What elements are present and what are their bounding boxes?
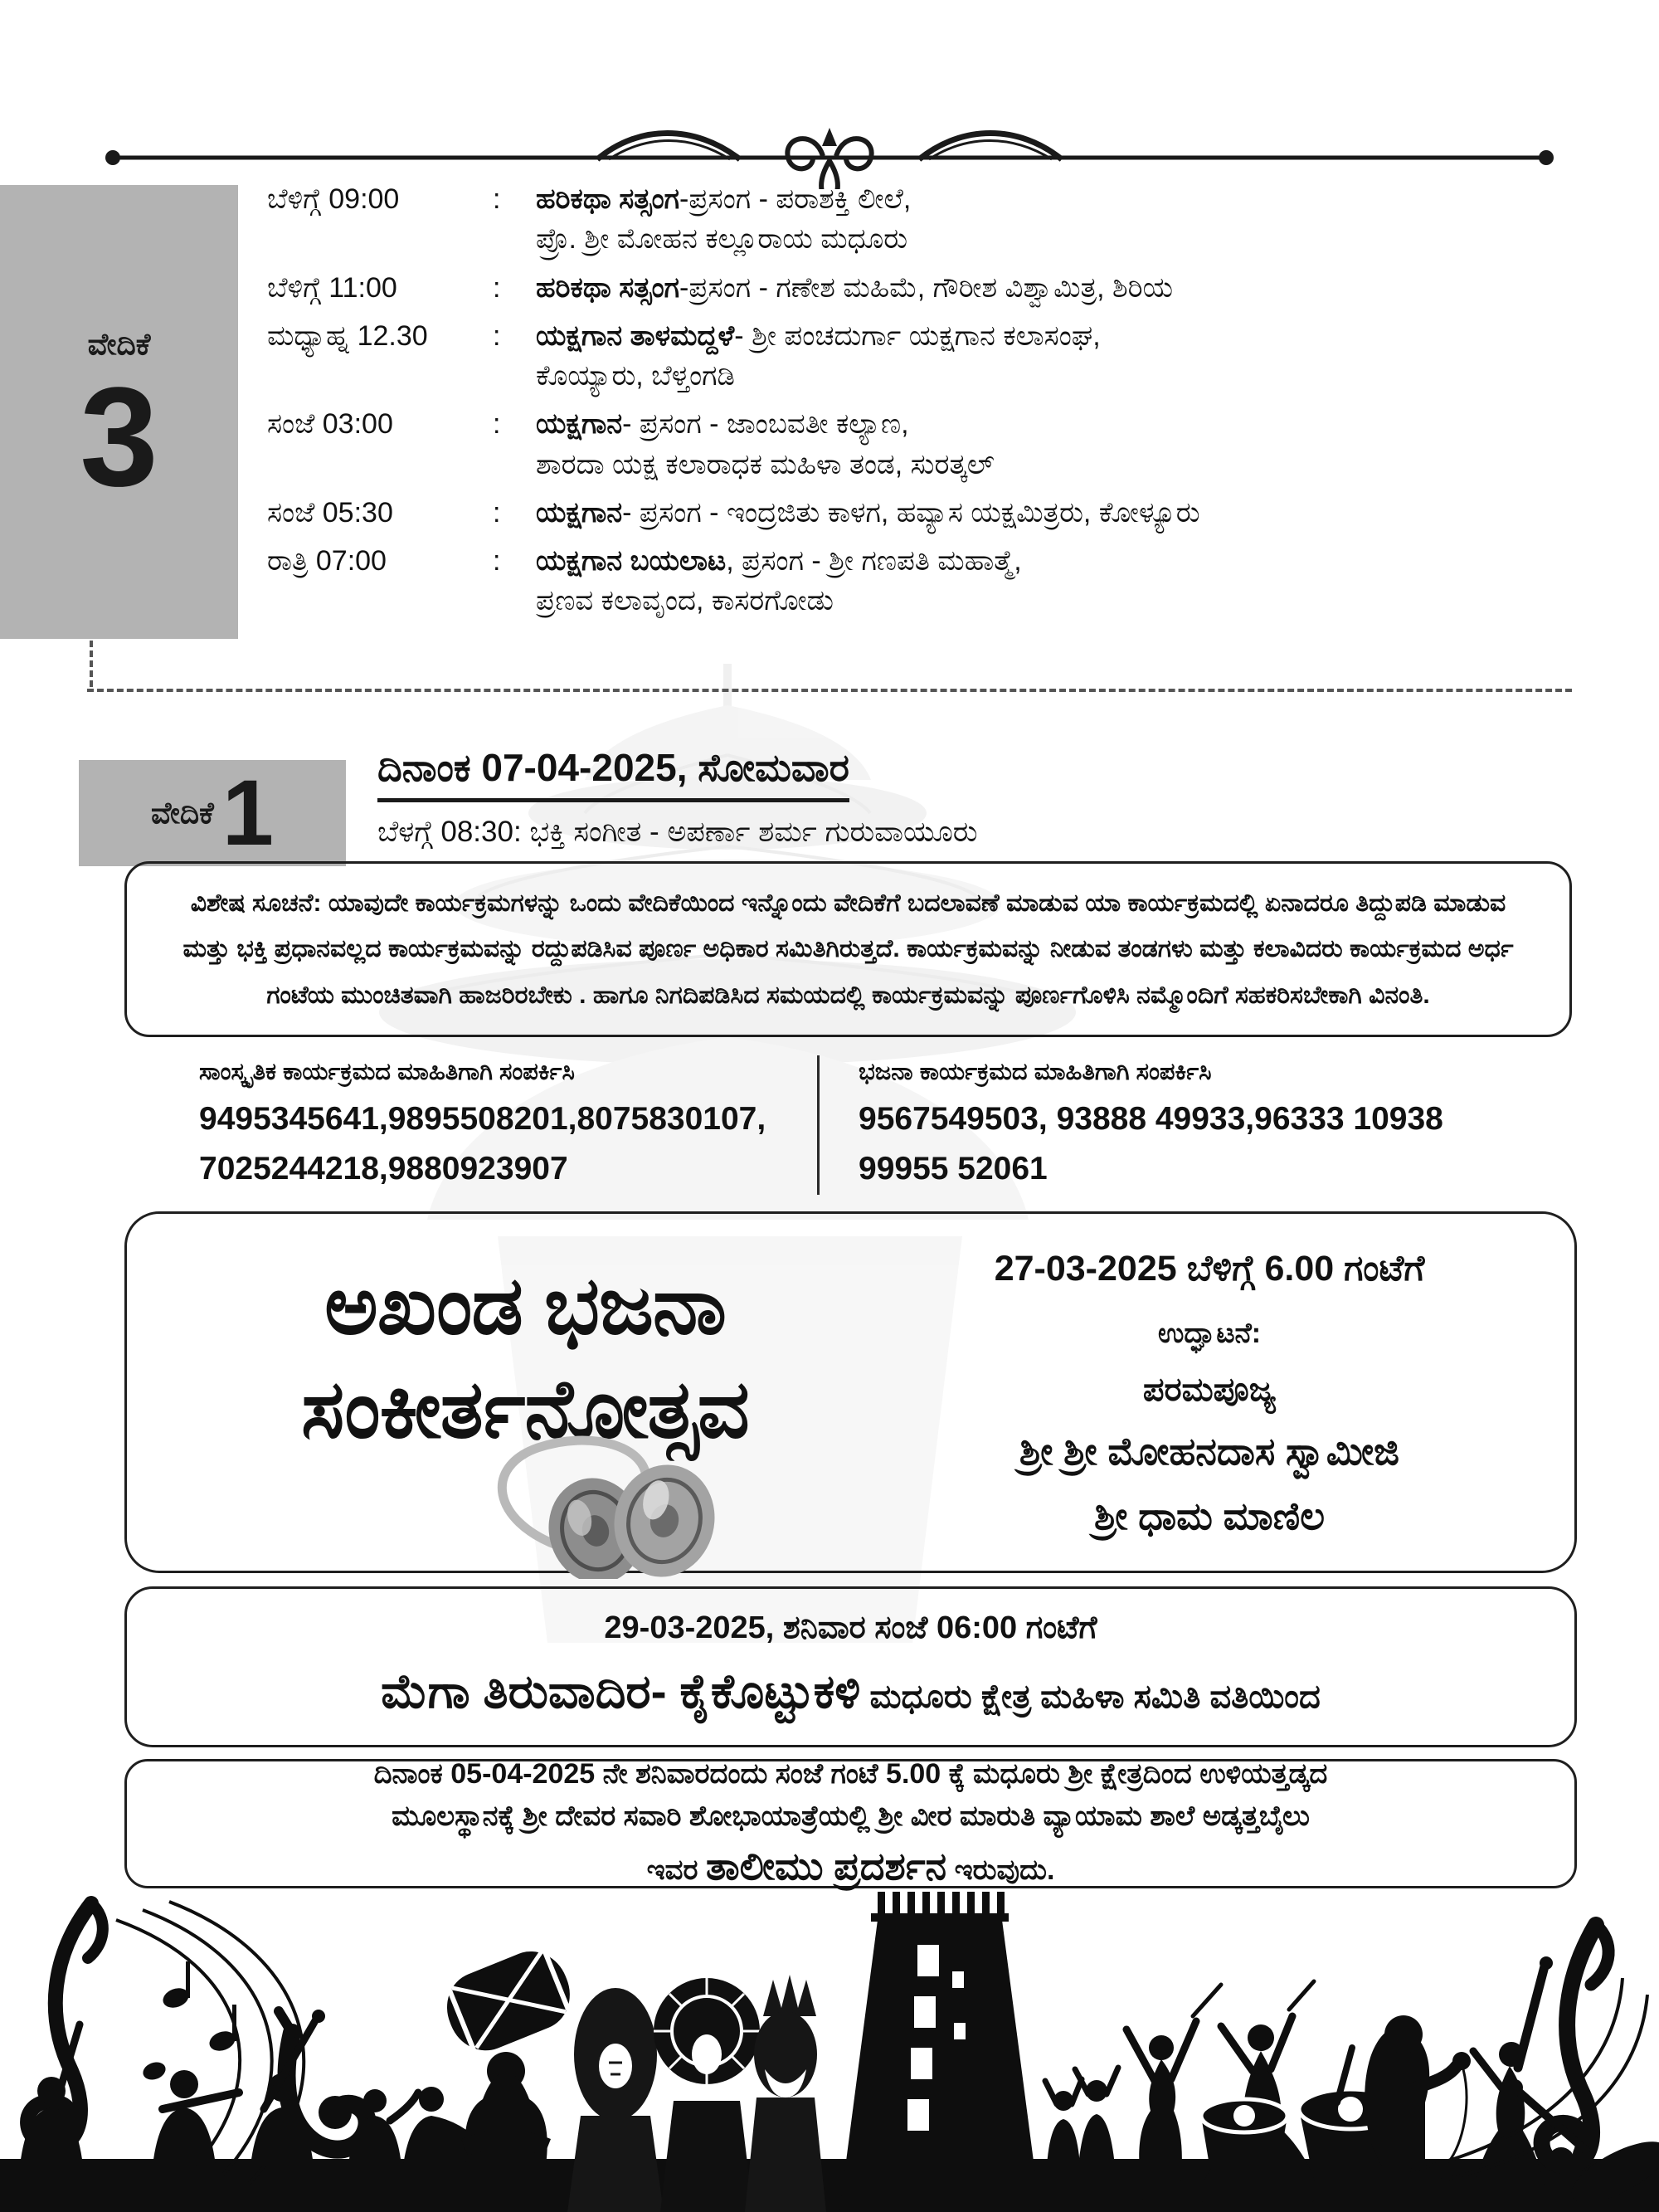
taleemu-line1: ದಿನಾಂಕ 05-04-2025 ನೇ ಶನಿವಾರದಂದು ಸಂಜೆ ಗಂಟೆ 5.00 ಕ್ಕೆ ಮಧೂರು ಶ್ರೀ ಕ್ಷೇತ್ರದಿಂದ ಉಳಿಯತ್ತಡ್ಕದ [373, 1757, 1328, 1790]
event-time: ರಾತ್ರಿ 07:00 [267, 545, 387, 577]
taleemu-highlight: ತಾಲೀಮು ಪ್ರದರ್ಶನ [705, 1844, 947, 1888]
schedule-row [267, 493, 1569, 533]
event-time: ಸಂಜೆ 05:30 [267, 496, 393, 529]
event-desc: ಹರಿಕಥಾ ಸತ್ಸಂಗ-ಪ್ರಸಂಗ - ಗಣೇಶ ಮಹಿಮೆ, ಗೌರೀಶ ವಿಶ್ವಾಮಿತ್ರ, ಶಿರಿಯ [536, 271, 1174, 304]
mega-title: ಮೆಗಾ ತಿರುವಾದಿರ- ಕೈಕೊಟ್ಟುಕಳಿ [381, 1665, 861, 1718]
mega-datetime: 29-03-2025, ಶನಿವಾರ ಸಂಜೆ 06:00 ಗಂಟೆಗೆ [604, 1610, 1097, 1645]
event-desc: ಯಕ್ಷಗಾನ ಬಯಲಾಟ, ಪ್ರಸಂಗ - ಶ್ರೀ ಗಣಪತಿ ಮಹಾತ್ಮೆ, ಪ್ರಣವ ಕಲಾವೃಂದ, ಕಾಸರಗೋಡು [536, 545, 1022, 617]
bhajana-contact-label: ಭಜನಾ ಕಾರ್ಯಕ್ರಮದ ಮಾಹಿತಿಗಾಗಿ ಸಂಪರ್ಕಿಸಿ [859, 1059, 1212, 1085]
bottom-art [0, 1892, 1659, 2212]
skirt-dancer-silhouette [1200, 1981, 1317, 2202]
dashed-divider [87, 689, 1572, 692]
taleemu-box [124, 1759, 1577, 1888]
kathakali-silhouette [567, 1975, 826, 2212]
bhajana-contact-numbers: 9567549503, 93888 49933,96333 10938 [859, 1101, 1443, 1137]
event-time: ಸಂಜೆ 03:00 [267, 408, 393, 441]
stage-1-tag [79, 760, 346, 866]
cymbals-icon [459, 1421, 791, 1579]
taleemu-line2: ಮೂಲಸ್ಥಾನಕ್ಕೆ ಶ್ರೀ ದೇವರ ಸವಾರಿ ಶೋಭಾಯಾತ್ರೆಯಲ್ಲಿ ಶ್ರೀ ವೀರ ಮಾರುತಿ ವ್ಯಾಯಾಮ ಶಾಲೆ ಅಡ್ಕತ್ತಬೈಲು [392, 1800, 1310, 1832]
stage-3-number: 3 [80, 358, 158, 516]
schedule-row [267, 541, 1569, 621]
event-time: ಬೆಳಿಗ್ಗೆ 09:00 [267, 183, 400, 215]
event-time: ಮಧ್ಯಾಹ್ನ 12.30 [267, 319, 428, 352]
mega-title-line [127, 1664, 1574, 1720]
honorific: ಪರಮಪೂಜ್ಯ [1142, 1372, 1277, 1408]
contact-divider [817, 1055, 820, 1195]
schedule-row [267, 316, 1569, 397]
morning-program: ಬೆಳಗ್ಗೆ 08:30: ಭಕ್ತಿ ಸಂಗೀತ - ಅಪರ್ಣಾ ಶರ್ಮ ಗುರುವಾಯೂರು [377, 816, 978, 848]
event-desc: ಯಕ್ಷಗಾನ- ಪ್ರಸಂಗ - ಇಂದ್ರಜಿತು ಕಾಳಗ, ಹವ್ಯಾಸ ಯಕ್ಷಮಿತ್ರರು, ಕೋಳ್ಯೂರು [536, 496, 1200, 529]
music-notes-icon [140, 1961, 237, 2083]
schedule-row [267, 404, 1569, 485]
stage-1-label: ವೇದಿಕೆ [150, 795, 214, 830]
taleemu-line3: ಇವರ ತಾಲೀಮು ಪ್ರದರ್ಶನ ಇರುವುದು. [646, 1844, 1055, 1888]
drum-icon [435, 1941, 581, 2061]
mega-subtitle: ಮಧೂರು ಕ್ಷೇತ್ರ ಮಹಿಳಾ ಸಮಿತಿ ವತಿಯಿಂದ [860, 1678, 1321, 1715]
colon: : [493, 183, 501, 215]
stage-1-header [377, 745, 1564, 849]
event-desc: ಯಕ್ಷಗಾನ ತಾಳಮದ್ದಳೆ- ಶ್ರೀ ಪಂಚದುರ್ಗಾ ಯಕ್ಷಗಾನ ಕಲಾಸಂಘ, ಕೊಯ್ಯಾರು, ಬೆಳ್ತಂಗಡಿ [536, 319, 1101, 392]
cultural-contact-label: ಸಾಂಸ್ಕೃತಿಕ ಕಾರ್ಯಕ್ರಮದ ಮಾಹಿತಿಗಾಗಿ ಸಂಪರ್ಕಿಸಿ [199, 1059, 575, 1085]
event-desc: ಹರಿಕಥಾ ಸತ್ಸಂಗ-ಪ್ರಸಂಗ - ಪರಾಶಕ್ತಿ ಲೀಲೆ, ಪ್ರೊ. ಶ್ರೀ ಮೋಹನ ಕಲ್ಲೂರಾಯ ಮಧೂರು [536, 183, 912, 256]
colon: : [493, 319, 501, 352]
guest-place: ಶ್ರೀ ಧಾಮ ಮಾಣಿಲ [1093, 1494, 1326, 1537]
chief-guest: ಶ್ರೀ ಶ್ರೀ ಮೋಹನದಾಸ ಸ್ವಾಮೀಜಿ [1019, 1430, 1400, 1473]
colon: : [493, 496, 501, 529]
bhajana-title: ಅಖಂಡ ಭಜನಾ ಸಂಕೀರ್ತನೋತ್ಸವ [301, 1259, 749, 1455]
stage-3-tag [0, 185, 238, 639]
meditation-silhouette [461, 2052, 551, 2166]
gopuram-icon [839, 1892, 1040, 2212]
seated-musicians-silhouette [20, 2010, 484, 2166]
special-notice-text: ವಿಶೇಷ ಸೂಚನೆ: ಯಾವುದೇ ಕಾರ್ಯಕ್ರಮಗಳನ್ನು ಒಂದು ವೇದಿಕೆಯಿಂದ ಇನ್ನೊಂದು ವೇದಿಕೆಗೆ ಬದಲಾವಣೆ ಮಾಡುವ ಯಾ ಕಾರ್ಯಕ್ರಮದಲ್ಲಿ ಏನಾದರೂ ತಿದ್ದುಪಡಿ ಮಾಡುವ ಮತ್ತು ಭಕ್ತಿ ಪ್ರಧಾನವಲ್ಲದ ಕಾರ್ಯಕ್ರಮವನ್ನು ರದ್ದುಪಡಿಸಿವ ಪೂರ್ಣ ಅಧಿಕಾರ ಸಮಿತಿಗಿರುತ್ತದೆ. ಕಾರ್ಯಕ್ರಮವನ್ನು ನೀಡುವ ತಂಡಗಳು ಮತ್ತು ಕಲಾವಿದರು ಕಾರ್ಯಕ್ರಮದ ಅರ್ಧ ಗಂಟೆಯ ಮುಂಚಿತವಾಗಿ ಹಾಜರಿರಬೇಕು . ಹಾಗೂ ನಿಗದಿಪಡಿಸಿದ ಸಮಯದಲ್ಲಿ ಕಾರ್ಯಕ್ರಮವನ್ನು ಪೂರ್ಣಗೊಳಿಸಿ ನಮ್ಮೊಂದಿಗೆ ಸಹಕರಿಸಬೇಕಾಗಿ ವಿನಂತಿ. [182, 889, 1514, 1009]
dashed-connector [90, 641, 93, 687]
dancing-crowd-silhouette [1045, 2068, 1118, 2166]
colon: : [493, 545, 501, 577]
cultural-contact [199, 1059, 796, 1195]
bhajana-contact-numbers: 99955 52061 [859, 1151, 1048, 1187]
special-notice-box [124, 861, 1572, 1037]
event-desc: ಯಕ್ಷಗಾನ- ಪ್ರಸಂಗ - ಜಾಂಬವತೀ ಕಲ್ಯಾಣ, ಶಾರದಾ ಯಕ್ಷ ಕಲಾರಾಧಕ ಮಹಿಳಾ ತಂಡ, ಸುರತ್ಕಲ್ [536, 408, 995, 480]
schedule-row [267, 179, 1569, 260]
date-heading: ದಿನಾಂಕ 07-04-2025, ಸೋಮವಾರ [377, 745, 849, 802]
schedule-row [267, 268, 1569, 308]
bhajana-datetime: 27-03-2025 ಬೆಳಿಗ್ಗೆ 6.00 ಗಂಟೆಗೆ [994, 1249, 1425, 1289]
colon: : [493, 408, 501, 441]
stage-3-label: ವೇದಿಕೆ [87, 326, 151, 361]
event-time: ಬೆಳಿಗ್ಗೆ 11:00 [267, 271, 397, 304]
akhanda-bhajana-box [124, 1211, 1577, 1573]
cultural-contact-numbers: 7025244218,9880923907 [199, 1151, 568, 1187]
colon: : [493, 271, 501, 304]
stage-3-schedule [267, 179, 1569, 630]
bhajana-contact [859, 1059, 1489, 1195]
cultural-contact-numbers: 9495345641,9895508201,8075830107, [199, 1101, 766, 1137]
inauguration-label: ಉದ್ಘಾಟನೆ: [1157, 1318, 1262, 1349]
stage-1-number: 1 [221, 761, 275, 865]
mega-thiruvathira-box [124, 1586, 1577, 1747]
bhajana-details [873, 1249, 1545, 1540]
